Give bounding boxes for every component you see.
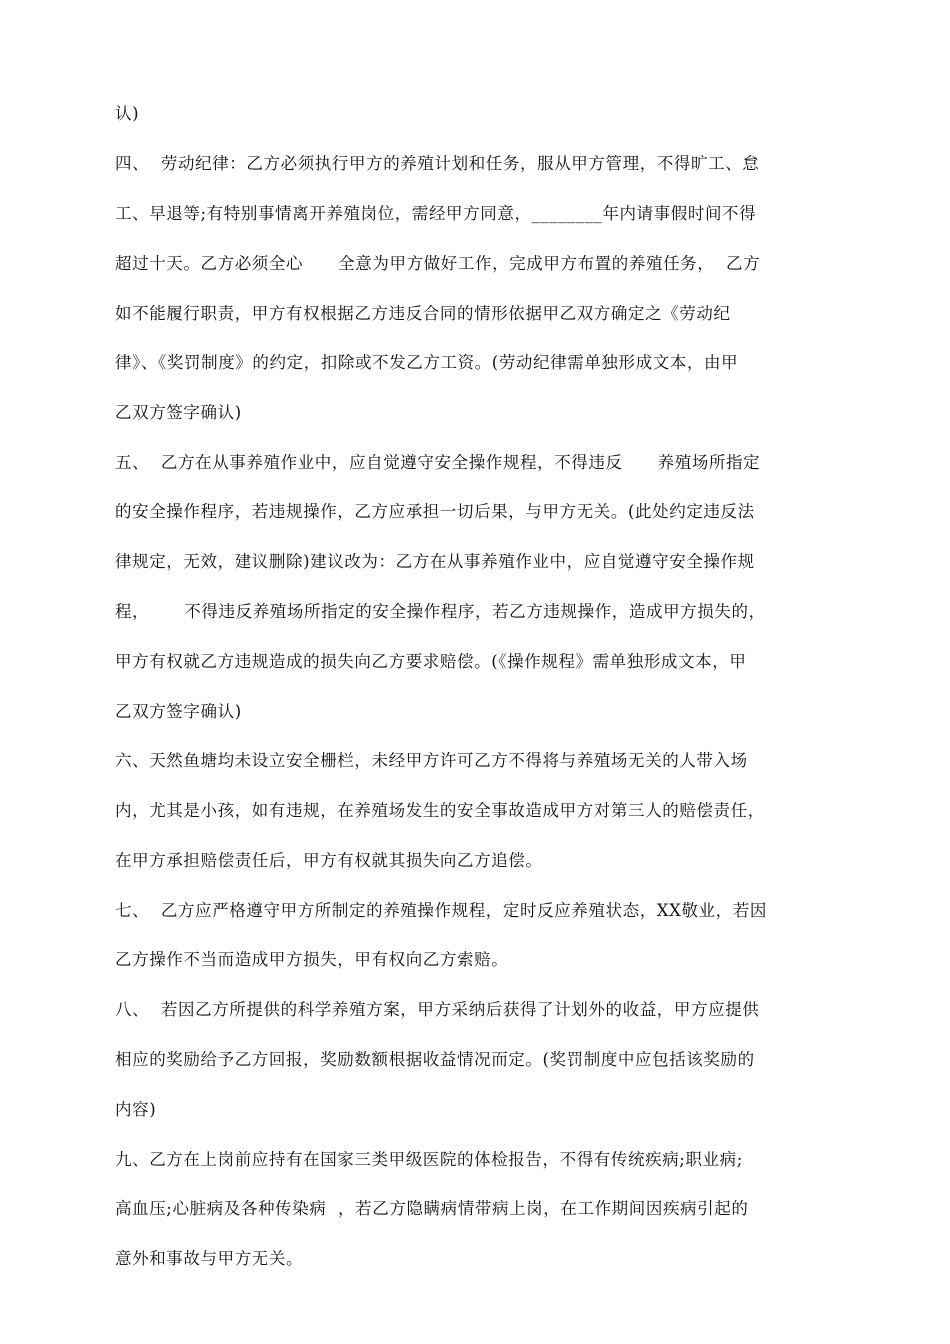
text-line: 律》、《奖罚制度》的约定，扣除或不发乙方工资。(劳动纪律需单独形成文本，由甲 [115, 353, 739, 372]
text-line: 律规定，无效，建议删除)建议改为：乙方在从事养殖作业中，应自觉遵守安全操作规 [115, 552, 755, 571]
text-line: 意外和事故与甲方无关。 [115, 1249, 304, 1268]
text-line: 五、 乙方在从事养殖作业中，应自觉遵守安全操作规程，不得违反 养殖场所指定 [115, 453, 761, 472]
text-line: 高血压;心脏病及各种传染病 ，若乙方隐瞒病情带病上岗，在工作期间因疾病引起的 [115, 1199, 749, 1218]
text-line: 甲方有权就乙方违规造成的损失向乙方要求赔偿。(《操作规程》需单独形成文本，甲 [115, 652, 747, 671]
text-line: 的安全操作程序，若违规操作，乙方应承担一切后果，与甲方无关。(此处约定违反法 [115, 502, 755, 521]
text-line: 九、乙方在上岗前应持有在国家三类甲级医院的体检报告，不得有传统疾病;职业病; [115, 1150, 743, 1169]
text-line: 程， 不得违反养殖场所指定的安全操作程序，若乙方违规操作，造成甲方损失的， [115, 602, 766, 621]
text-line: 乙双方签字确认) [115, 403, 242, 422]
text-line: 认) [115, 104, 140, 123]
text-line: 内，尤其是小孩，如有违规，在养殖场发生的安全事故造成甲方对第三人的赔偿责任， [115, 801, 765, 820]
text-line: 八、 若因乙方所提供的科学养殖方案，甲方采纳后获得了计划外的收益，甲方应提供 [115, 1000, 760, 1019]
text-line: 四、 劳动纪律：乙方必须执行甲方的养殖计划和任务，服从甲方管理，不得旷工、怠 [115, 154, 760, 173]
text-line: 如不能履行职责，甲方有权根据乙方违反合同的情形依据甲乙双方确定之《劳动纪 [115, 304, 731, 323]
text-line: 内容) [115, 1100, 157, 1119]
text-line: 乙方操作不当而造成甲方损失，甲有权向乙方索赔。 [115, 950, 509, 969]
text-line: 工、早退等;有特别事情离开养殖岗位，需经甲方同意，________年内请事假时间不得 [115, 204, 757, 223]
text-line: 相应的奖励给予乙方回报，奖励数额根据收益情况而定。(奖罚制度中应包括该奖励的 [115, 1050, 755, 1069]
text-line: 在甲方承担赔偿责任后，甲方有权就其损失向乙方追偿。 [115, 851, 543, 870]
text-line: 乙双方签字确认) [115, 702, 242, 721]
text-line: 七、 乙方应严格遵守甲方所制定的养殖操作规程，定时反应养殖状态，XX敬业，若因 [115, 901, 767, 920]
text-line: 超过十天。乙方必须全心 全意为甲方做好工作，完成甲方布置的养殖任务， 乙方 [115, 254, 761, 273]
text-line: 六、天然鱼塘均未设立安全栅栏，未经甲方许可乙方不得将与养殖场无关的人带入场 [115, 751, 748, 770]
